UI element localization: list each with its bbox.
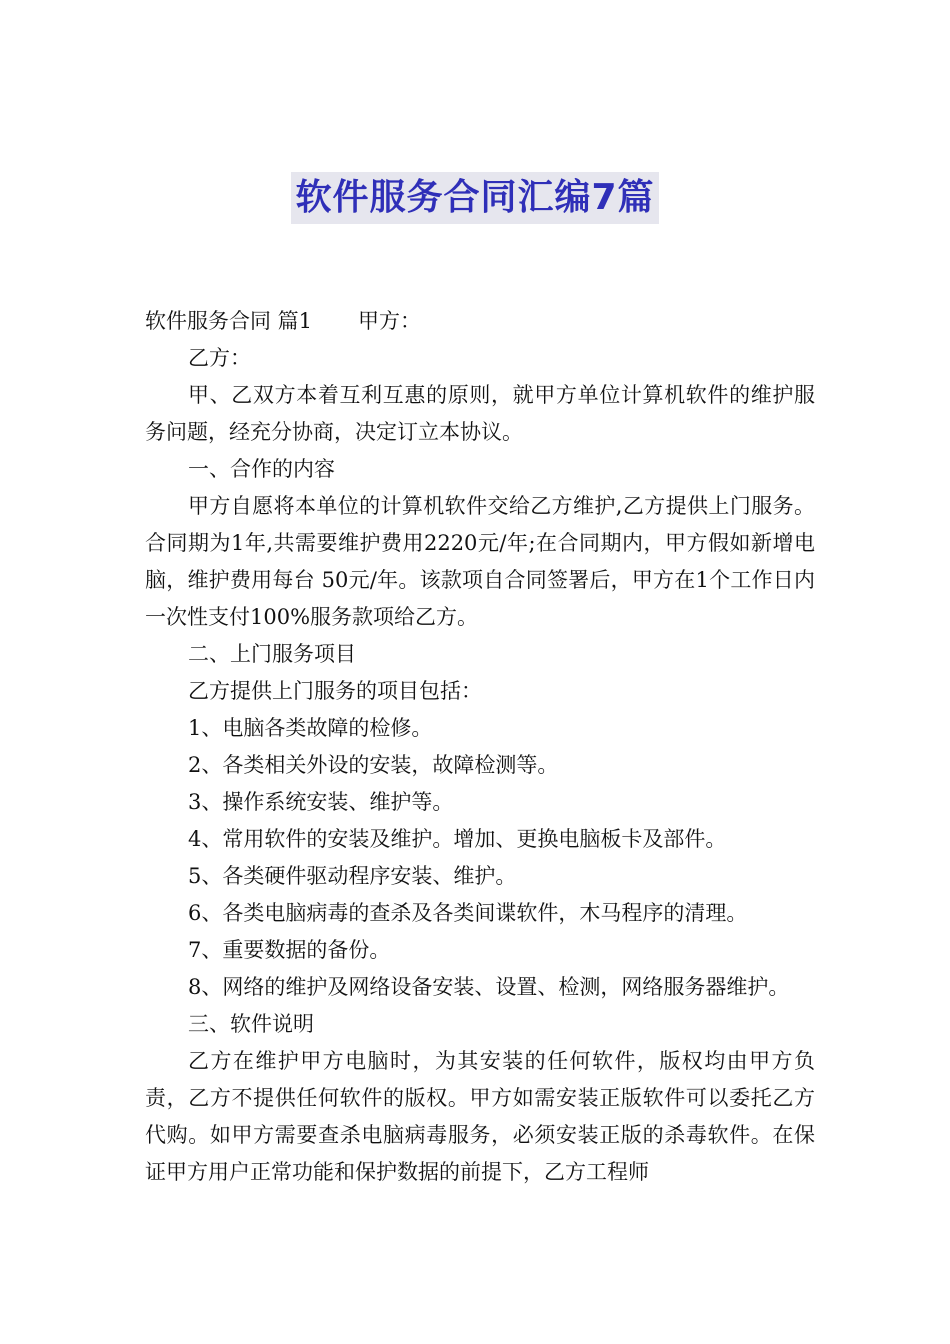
list-item: 4、常用软件的安装及维护。增加、更换电脑板卡及部件。 — [188, 827, 727, 851]
list-item: 5、各类硬件驱动程序安装、维护。 — [188, 864, 517, 888]
list-item: 8、网络的维护及网络设备安装、设置、检测，网络服务器维护。 — [188, 975, 790, 999]
paragraph: 三、软件说明 — [188, 1012, 314, 1036]
paragraph: 甲、乙双方本着互利互惠的原则，就甲方单位计算机软件的维护服务问题，经充分协商，决定订立本协议。 — [145, 383, 815, 444]
list-item: 3、操作系统安装、维护等。 — [188, 790, 454, 814]
section-heading-line — [145, 303, 815, 340]
list-item: 6、各类电脑病毒的查杀及各类间谍软件，木马程序的清理。 — [188, 901, 748, 925]
list-item: 1、电脑各类故障的检修。 — [188, 716, 433, 740]
document-body — [145, 303, 815, 1191]
paragraph: 一、合作的内容 — [188, 457, 335, 481]
paragraph: 乙方提供上门服务的项目包括： — [188, 679, 482, 703]
paragraph: 乙方在维护甲方电脑时，为其安装的任何软件，版权均由甲方负责，乙方不提供任何软件的版权。甲方如需安装正版软件可以委托乙方代购。如甲方需要查杀电脑病毒服务，必须安装正版的杀毒软件。在保证甲方用户正常功能和保护数据的前提下，乙方工程师 — [145, 1049, 815, 1184]
paragraph: 二、上门服务项目 — [188, 642, 356, 666]
party-a-label: 甲方： — [358, 309, 422, 333]
paragraph: 乙方： — [188, 346, 251, 370]
paragraph: 甲方自愿将本单位的计算机软件交给乙方维护,乙方提供上门服务。合同期为1年,共需要维护费用2220元/年;在合同期内，甲方假如新增电脑，维护费用每台 50元/年。该款项自合同签署后，甲方在1个工作日内一次性支付100%服务款项给乙方。 — [145, 494, 815, 629]
section-heading: 软件服务合同 篇1 — [145, 309, 313, 333]
list-item: 2、各类相关外设的安装，故障检测等。 — [188, 753, 559, 777]
list-item: 7、重要数据的备份。 — [188, 938, 391, 962]
document-title: 软件服务合同汇编7篇 — [291, 172, 658, 224]
title-container — [0, 172, 950, 224]
